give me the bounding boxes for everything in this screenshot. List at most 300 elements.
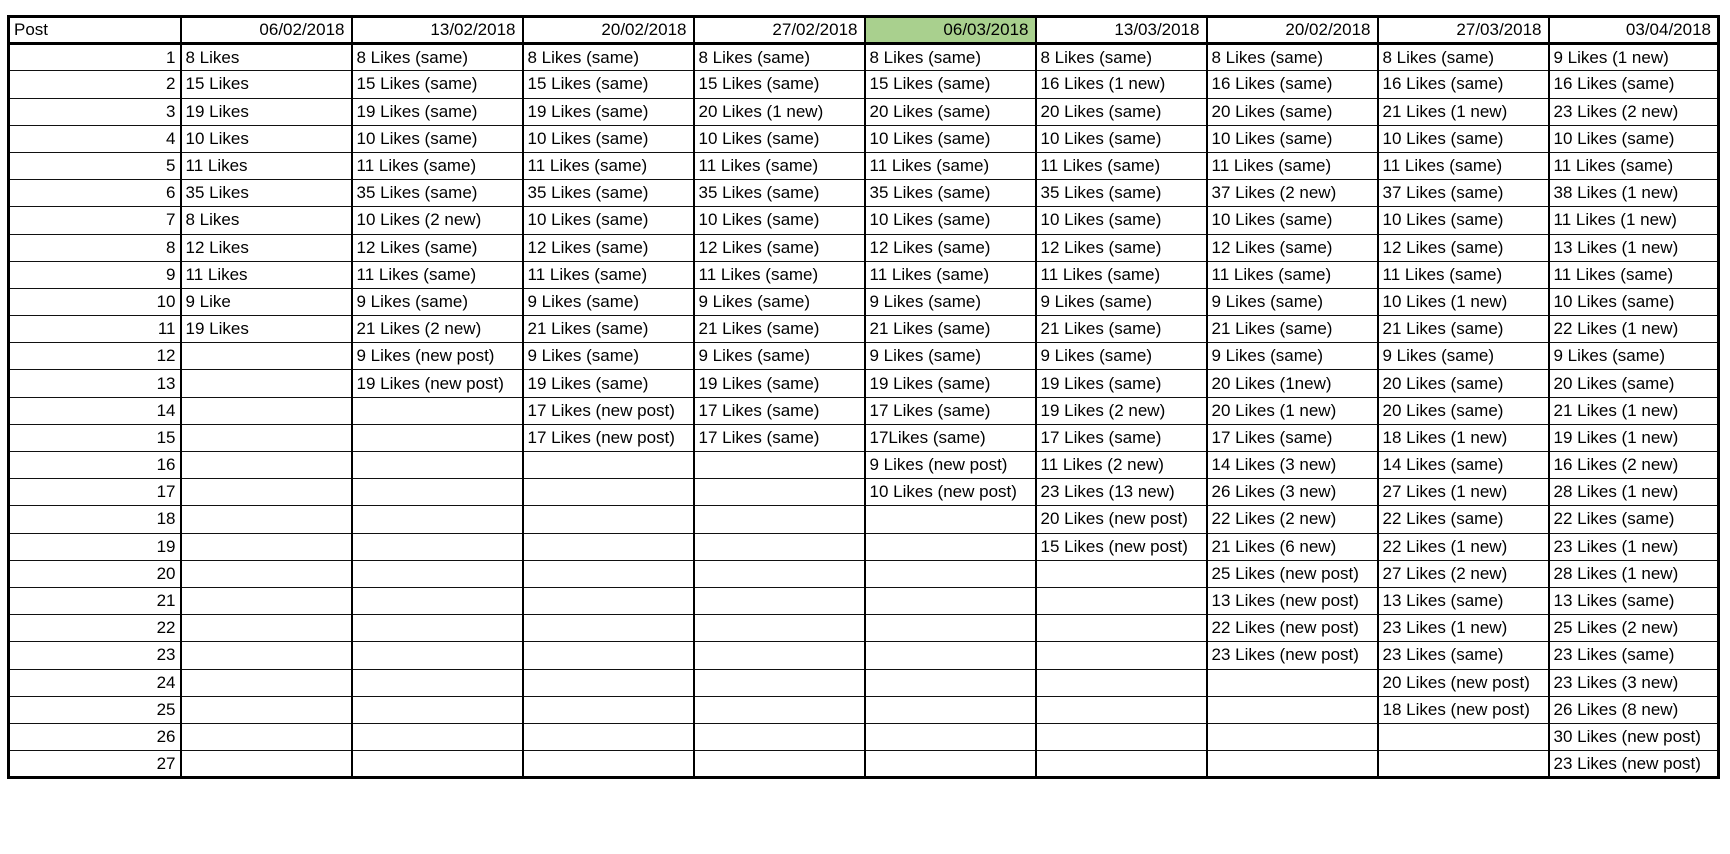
likes-cell: 10 Likes (same): [1378, 125, 1549, 152]
likes-cell: 20 Likes (same): [1207, 98, 1378, 125]
likes-cell: 9 Likes (same): [523, 288, 694, 315]
post-number-cell: 9: [9, 261, 181, 288]
likes-cell: [865, 669, 1036, 696]
likes-cell: 19 Likes (new post): [352, 370, 523, 397]
likes-cell: 12 Likes (same): [865, 234, 1036, 261]
likes-cell: [181, 751, 352, 778]
likes-cell: [352, 506, 523, 533]
likes-cell: 10 Likes (1 new): [1378, 288, 1549, 315]
likes-cell: [181, 343, 352, 370]
likes-cell: 20 Likes (1new): [1207, 370, 1378, 397]
likes-cell: 16 Likes (2 new): [1549, 452, 1719, 479]
post-number-cell: 8: [9, 234, 181, 261]
date-column-header: 20/02/2018: [1207, 17, 1378, 44]
likes-cell: 20 Likes (same): [1378, 397, 1549, 424]
likes-cell: 19 Likes (same): [694, 370, 865, 397]
likes-cell: 8 Likes (same): [1036, 44, 1207, 71]
likes-cell: [352, 587, 523, 614]
likes-cell: 23 Likes (new post): [1549, 751, 1719, 778]
post-number-cell: 4: [9, 125, 181, 152]
likes-cell: [1036, 696, 1207, 723]
likes-cell: 10 Likes (same): [865, 207, 1036, 234]
likes-cell: 17 Likes (same): [694, 397, 865, 424]
likes-cell: [523, 479, 694, 506]
likes-cell: 13 Likes (new post): [1207, 587, 1378, 614]
likes-cell: [523, 751, 694, 778]
likes-cell: 19 Likes (same): [865, 370, 1036, 397]
post-number-cell: 19: [9, 533, 181, 560]
likes-cell: 12 Likes (same): [694, 234, 865, 261]
likes-cell: [694, 533, 865, 560]
likes-cell: 9 Likes (same): [1036, 288, 1207, 315]
likes-cell: 9 Likes (same): [1378, 343, 1549, 370]
post-number-cell: 17: [9, 479, 181, 506]
post-number-cell: 16: [9, 452, 181, 479]
likes-cell: [865, 533, 1036, 560]
likes-cell: [352, 723, 523, 750]
post-number-cell: 20: [9, 560, 181, 587]
likes-cell: 11 Likes (same): [1207, 152, 1378, 179]
likes-cell: 8 Likes (same): [865, 44, 1036, 71]
table-row: [9, 71, 1719, 98]
table-row: [9, 587, 1719, 614]
likes-cell: [694, 587, 865, 614]
likes-cell: 35 Likes (same): [352, 180, 523, 207]
likes-cell: 22 Likes (same): [1549, 506, 1719, 533]
likes-cell: 12 Likes: [181, 234, 352, 261]
likes-cell: 23 Likes (new post): [1207, 642, 1378, 669]
likes-cell: [1036, 615, 1207, 642]
likes-cell: 10 Likes (2 new): [352, 207, 523, 234]
likes-cell: 11 Likes (same): [1378, 152, 1549, 179]
likes-cell: 11 Likes (same): [694, 261, 865, 288]
likes-cell: 9 Likes (new post): [352, 343, 523, 370]
likes-cell: 13 Likes (same): [1549, 587, 1719, 614]
header-row: [9, 17, 1719, 44]
likes-cell: 9 Likes (same): [1207, 288, 1378, 315]
likes-cell: 11 Likes (same): [1378, 261, 1549, 288]
likes-cell: [352, 696, 523, 723]
likes-cell: [181, 370, 352, 397]
likes-cell: 30 Likes (new post): [1549, 723, 1719, 750]
likes-cell: [181, 479, 352, 506]
likes-cell: 9 Like: [181, 288, 352, 315]
likes-cell: [523, 696, 694, 723]
table-row: [9, 288, 1719, 315]
likes-cell: 23 Likes (1 new): [1378, 615, 1549, 642]
table-row: [9, 723, 1719, 750]
likes-cell: 20 Likes (same): [1549, 370, 1719, 397]
table-row: [9, 615, 1719, 642]
table-row: [9, 98, 1719, 125]
likes-cell: 25 Likes (new post): [1207, 560, 1378, 587]
likes-cell: [181, 452, 352, 479]
likes-cell: [181, 560, 352, 587]
likes-cell: 12 Likes (same): [1378, 234, 1549, 261]
likes-cell: 12 Likes (same): [352, 234, 523, 261]
likes-cell: 27 Likes (1 new): [1378, 479, 1549, 506]
likes-cell: 23 Likes (same): [1378, 642, 1549, 669]
likes-cell: 20 Likes (1 new): [1207, 397, 1378, 424]
table-row: [9, 234, 1719, 261]
likes-cell: 12 Likes (same): [523, 234, 694, 261]
likes-cell: 21 Likes (1 new): [1549, 397, 1719, 424]
likes-cell: 11 Likes (1 new): [1549, 207, 1719, 234]
likes-cell: 9 Likes (same): [1036, 343, 1207, 370]
likes-cell: 17 Likes (same): [1207, 424, 1378, 451]
likes-cell: [181, 506, 352, 533]
likes-cell: 11 Likes (same): [523, 152, 694, 179]
likes-cell: 10 Likes (same): [1549, 288, 1719, 315]
table-row: [9, 152, 1719, 179]
likes-cell: 11 Likes (same): [352, 152, 523, 179]
likes-cell: 11 Likes: [181, 152, 352, 179]
likes-cell: 21 Likes (same): [1378, 316, 1549, 343]
likes-cell: 19 Likes (same): [352, 98, 523, 125]
likes-cell: 8 Likes: [181, 44, 352, 71]
likes-cell: [694, 615, 865, 642]
likes-cell: [352, 615, 523, 642]
likes-cell: 23 Likes (same): [1549, 642, 1719, 669]
likes-cell: 22 Likes (same): [1378, 506, 1549, 533]
likes-cell: 23 Likes (2 new): [1549, 98, 1719, 125]
likes-cell: 10 Likes (same): [1549, 125, 1719, 152]
likes-cell: 21 Likes (same): [694, 316, 865, 343]
likes-cell: 28 Likes (1 new): [1549, 479, 1719, 506]
table-row: [9, 343, 1719, 370]
likes-cell: [694, 751, 865, 778]
likes-cell: 16 Likes (same): [1549, 71, 1719, 98]
post-number-cell: 21: [9, 587, 181, 614]
likes-cell: 28 Likes (1 new): [1549, 560, 1719, 587]
likes-cell: 19 Likes (same): [523, 370, 694, 397]
table-row: [9, 261, 1719, 288]
likes-cell: 35 Likes: [181, 180, 352, 207]
likes-cell: 8 Likes: [181, 207, 352, 234]
likes-cell: 9 Likes (same): [865, 343, 1036, 370]
date-column-header: 13/03/2018: [1036, 17, 1207, 44]
likes-cell: 20 Likes (same): [865, 98, 1036, 125]
post-number-cell: 5: [9, 152, 181, 179]
likes-cell: [694, 642, 865, 669]
likes-cell: 11 Likes (same): [1036, 152, 1207, 179]
likes-cell: 20 Likes (same): [1036, 98, 1207, 125]
likes-cell: 11 Likes (same): [523, 261, 694, 288]
likes-cell: [694, 560, 865, 587]
likes-cell: [694, 669, 865, 696]
post-number-cell: 27: [9, 751, 181, 778]
likes-cell: [523, 452, 694, 479]
table-row: [9, 125, 1719, 152]
likes-cell: 26 Likes (8 new): [1549, 696, 1719, 723]
table-row: [9, 479, 1719, 506]
post-number-cell: 25: [9, 696, 181, 723]
likes-cell: 26 Likes (3 new): [1207, 479, 1378, 506]
likes-cell: 19 Likes: [181, 98, 352, 125]
likes-cell: [523, 587, 694, 614]
likes-cell: 17 Likes (same): [1036, 424, 1207, 451]
likes-cell: [181, 397, 352, 424]
table-row: [9, 424, 1719, 451]
likes-cell: 20 Likes (1 new): [694, 98, 865, 125]
likes-cell: 8 Likes (same): [1207, 44, 1378, 71]
likes-cell: [352, 560, 523, 587]
likes-cell: 17 Likes (new post): [523, 424, 694, 451]
likes-cell: 12 Likes (same): [1036, 234, 1207, 261]
likes-cell: 12 Likes (same): [1207, 234, 1378, 261]
likes-cell: [181, 533, 352, 560]
likes-cell: 22 Likes (1 new): [1378, 533, 1549, 560]
likes-cell: 10 Likes: [181, 125, 352, 152]
likes-cell: 15 Likes: [181, 71, 352, 98]
likes-cell: [865, 696, 1036, 723]
likes-cell: [1036, 642, 1207, 669]
likes-cell: [694, 696, 865, 723]
likes-cell: 37 Likes (same): [1378, 180, 1549, 207]
table-row: [9, 533, 1719, 560]
post-number-cell: 22: [9, 615, 181, 642]
likes-cell: 13 Likes (1 new): [1549, 234, 1719, 261]
likes-cell: [694, 723, 865, 750]
date-column-header: 03/04/2018: [1549, 17, 1719, 44]
date-column-header: 20/02/2018: [523, 17, 694, 44]
likes-cell: 21 Likes (same): [1036, 316, 1207, 343]
table-row: [9, 669, 1719, 696]
likes-cell: 15 Likes (new post): [1036, 533, 1207, 560]
likes-cell: 21 Likes (same): [865, 316, 1036, 343]
table-row: [9, 397, 1719, 424]
post-number-cell: 3: [9, 98, 181, 125]
post-number-cell: 26: [9, 723, 181, 750]
post-number-cell: 10: [9, 288, 181, 315]
likes-table: [7, 15, 1720, 779]
likes-cell: 9 Likes (same): [352, 288, 523, 315]
likes-cell: [865, 751, 1036, 778]
likes-cell: 17 Likes (same): [865, 397, 1036, 424]
likes-cell: [523, 560, 694, 587]
likes-cell: [523, 506, 694, 533]
likes-cell: 23 Likes (1 new): [1549, 533, 1719, 560]
likes-cell: 9 Likes (same): [865, 288, 1036, 315]
likes-cell: 9 Likes (same): [694, 288, 865, 315]
likes-cell: [352, 642, 523, 669]
likes-cell: 8 Likes (same): [1378, 44, 1549, 71]
likes-cell: 10 Likes (same): [1207, 125, 1378, 152]
likes-cell: 8 Likes (same): [694, 44, 865, 71]
likes-cell: 13 Likes (same): [1378, 587, 1549, 614]
likes-cell: 10 Likes (same): [694, 125, 865, 152]
likes-cell: 35 Likes (same): [694, 180, 865, 207]
likes-cell: 37 Likes (2 new): [1207, 180, 1378, 207]
likes-cell: 19 Likes (1 new): [1549, 424, 1719, 451]
likes-cell: 19 Likes (same): [523, 98, 694, 125]
likes-cell: [352, 397, 523, 424]
likes-cell: 16 Likes (1 new): [1036, 71, 1207, 98]
likes-cell: [181, 424, 352, 451]
likes-cell: [865, 506, 1036, 533]
post-number-cell: 15: [9, 424, 181, 451]
likes-cell: [1036, 587, 1207, 614]
likes-cell: [523, 642, 694, 669]
likes-cell: 19 Likes (same): [1036, 370, 1207, 397]
table-row: [9, 44, 1719, 71]
likes-cell: 11 Likes (same): [1207, 261, 1378, 288]
post-number-cell: 6: [9, 180, 181, 207]
likes-cell: [865, 615, 1036, 642]
post-number-cell: 1: [9, 44, 181, 71]
likes-cell: 10 Likes (same): [1036, 125, 1207, 152]
likes-cell: 10 Likes (same): [865, 125, 1036, 152]
likes-cell: 8 Likes (same): [352, 44, 523, 71]
table-row: [9, 642, 1719, 669]
likes-cell: [523, 669, 694, 696]
likes-cell: 21 Likes (same): [523, 316, 694, 343]
likes-cell: [181, 723, 352, 750]
likes-cell: 15 Likes (same): [694, 71, 865, 98]
likes-cell: 27 Likes (2 new): [1378, 560, 1549, 587]
table-row: [9, 751, 1719, 778]
likes-cell: [352, 533, 523, 560]
likes-cell: [181, 587, 352, 614]
likes-cell: 9 Likes (new post): [865, 452, 1036, 479]
likes-cell: [1036, 751, 1207, 778]
likes-cell: 35 Likes (same): [865, 180, 1036, 207]
likes-cell: 9 Likes (same): [1207, 343, 1378, 370]
likes-cell: [523, 615, 694, 642]
likes-cell: 8 Likes (same): [523, 44, 694, 71]
likes-cell: 15 Likes (same): [865, 71, 1036, 98]
likes-cell: [1207, 751, 1378, 778]
likes-cell: 20 Likes (new post): [1378, 669, 1549, 696]
likes-cell: 10 Likes (same): [352, 125, 523, 152]
likes-cell: 14 Likes (3 new): [1207, 452, 1378, 479]
likes-cell: 11 Likes (same): [694, 152, 865, 179]
likes-cell: 10 Likes (same): [1036, 207, 1207, 234]
likes-cell: 9 Likes (1 new): [1549, 44, 1719, 71]
likes-cell: 11 Likes (same): [1549, 152, 1719, 179]
likes-cell: 9 Likes (same): [523, 343, 694, 370]
likes-cell: 15 Likes (same): [352, 71, 523, 98]
likes-cell: 38 Likes (1 new): [1549, 180, 1719, 207]
post-number-cell: 24: [9, 669, 181, 696]
likes-cell: 35 Likes (same): [1036, 180, 1207, 207]
likes-cell: 23 Likes (3 new): [1549, 669, 1719, 696]
likes-cell: 11 Likes (same): [352, 261, 523, 288]
likes-cell: [865, 560, 1036, 587]
likes-cell: 9 Likes (same): [694, 343, 865, 370]
post-number-cell: 7: [9, 207, 181, 234]
post-number-cell: 11: [9, 316, 181, 343]
likes-cell: 21 Likes (6 new): [1207, 533, 1378, 560]
likes-cell: 23 Likes (13 new): [1036, 479, 1207, 506]
likes-cell: [865, 723, 1036, 750]
post-number-cell: 14: [9, 397, 181, 424]
likes-cell: 21 Likes (2 new): [352, 316, 523, 343]
likes-cell: [865, 642, 1036, 669]
likes-cell: [352, 452, 523, 479]
table-row: [9, 452, 1719, 479]
likes-cell: 22 Likes (1 new): [1549, 316, 1719, 343]
date-column-header: 27/02/2018: [694, 17, 865, 44]
likes-cell: 11 Likes: [181, 261, 352, 288]
likes-cell: 18 Likes (new post): [1378, 696, 1549, 723]
likes-cell: [523, 723, 694, 750]
likes-cell: [181, 669, 352, 696]
post-number-cell: 2: [9, 71, 181, 98]
likes-cell: 10 Likes (same): [694, 207, 865, 234]
table-row: [9, 207, 1719, 234]
likes-cell: 19 Likes (2 new): [1036, 397, 1207, 424]
likes-cell: [1207, 669, 1378, 696]
date-column-header: 06/02/2018: [181, 17, 352, 44]
likes-cell: 22 Likes (2 new): [1207, 506, 1378, 533]
likes-cell: [181, 696, 352, 723]
likes-cell: 17 Likes (new post): [523, 397, 694, 424]
likes-cell: [1378, 723, 1549, 750]
post-number-cell: 13: [9, 370, 181, 397]
likes-cell: 10 Likes (same): [523, 207, 694, 234]
likes-cell: [1036, 723, 1207, 750]
likes-cell: 18 Likes (1 new): [1378, 424, 1549, 451]
table-row: [9, 370, 1719, 397]
likes-cell: 35 Likes (same): [523, 180, 694, 207]
table-row: [9, 696, 1719, 723]
likes-cell: 16 Likes (same): [1378, 71, 1549, 98]
post-number-cell: 18: [9, 506, 181, 533]
likes-cell: 10 Likes (same): [523, 125, 694, 152]
table-row: [9, 560, 1719, 587]
likes-cell: 22 Likes (new post): [1207, 615, 1378, 642]
likes-cell: 11 Likes (same): [1549, 261, 1719, 288]
likes-cell: [1207, 696, 1378, 723]
likes-cell: 19 Likes: [181, 316, 352, 343]
likes-cell: 10 Likes (same): [1207, 207, 1378, 234]
likes-cell: [1207, 723, 1378, 750]
table-row: [9, 180, 1719, 207]
date-column-header: 13/02/2018: [352, 17, 523, 44]
likes-cell: [352, 424, 523, 451]
table-row: [9, 506, 1719, 533]
likes-cell: 11 Likes (2 new): [1036, 452, 1207, 479]
date-column-header: 27/03/2018: [1378, 17, 1549, 44]
likes-cell: 11 Likes (same): [1036, 261, 1207, 288]
likes-cell: [352, 479, 523, 506]
likes-cell: 9 Likes (same): [1549, 343, 1719, 370]
post-column-header: Post: [9, 17, 181, 44]
likes-cell: 11 Likes (same): [865, 261, 1036, 288]
likes-cell: [523, 533, 694, 560]
likes-cell: 17Likes (same): [865, 424, 1036, 451]
likes-cell: [865, 587, 1036, 614]
likes-cell: [1036, 669, 1207, 696]
likes-cell: [181, 615, 352, 642]
likes-cell: 20 Likes (same): [1378, 370, 1549, 397]
likes-cell: [1378, 751, 1549, 778]
likes-cell: 21 Likes (1 new): [1378, 98, 1549, 125]
likes-cell: 21 Likes (same): [1207, 316, 1378, 343]
post-number-cell: 23: [9, 642, 181, 669]
likes-cell: [352, 751, 523, 778]
likes-cell: 16 Likes (same): [1207, 71, 1378, 98]
likes-cell: 15 Likes (same): [523, 71, 694, 98]
likes-cell: [1036, 560, 1207, 587]
likes-cell: 10 Likes (same): [1378, 207, 1549, 234]
likes-cell: [694, 452, 865, 479]
likes-cell: 14 Likes (same): [1378, 452, 1549, 479]
likes-cell: 25 Likes (2 new): [1549, 615, 1719, 642]
date-column-header: 06/03/2018: [865, 17, 1036, 44]
likes-cell: [352, 669, 523, 696]
